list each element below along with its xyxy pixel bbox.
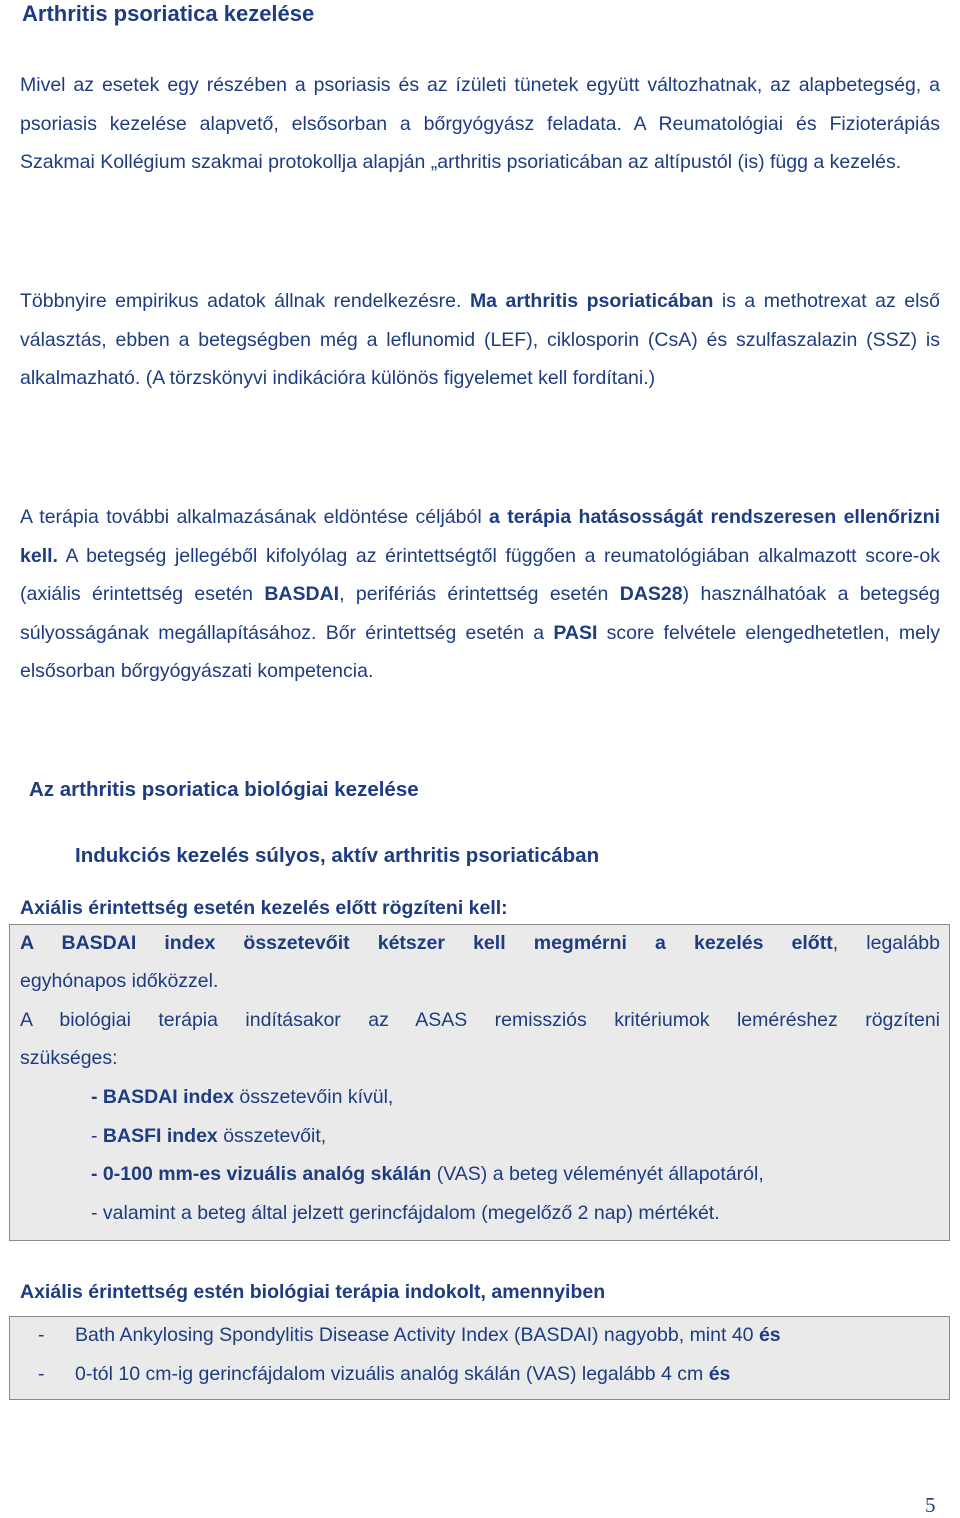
box1-item2-pre: - xyxy=(91,1125,103,1147)
box2-item-2 xyxy=(75,1359,730,1389)
box1-item-pain: - valamint a beteg által jelzett gerincfájdalom (megelőző 2 nap) mértékét. xyxy=(91,1202,720,1224)
box2-item2-bold: és xyxy=(708,1363,731,1385)
paragraph-monitoring xyxy=(20,498,940,691)
box2-item-1 xyxy=(75,1320,781,1350)
box1-line4: szükséges: xyxy=(20,1047,118,1069)
subsection-title: Indukciós kezelés súlyos, aktív arthritis psoriaticában xyxy=(75,844,600,867)
treatment-emphasis: Ma arthritis psoriaticában xyxy=(469,290,714,312)
box1-line2: egyhónapos időközzel. xyxy=(20,970,219,992)
paragraph-treatment xyxy=(20,282,940,398)
criteria-box xyxy=(9,924,950,1241)
box1-item3-rest: (VAS) a beteg véleményét állapotáról, xyxy=(431,1163,764,1185)
box2-dash-1: - xyxy=(38,1324,45,1346)
box1-item2-rest: összetevőit, xyxy=(217,1125,327,1147)
monitoring-text-g: ) használhatóak a betegség súlyosságának megállapításához. Bőr érintettség esetén a xyxy=(20,583,941,644)
box1-item-basdai xyxy=(91,1082,393,1112)
box2-dash-2: - xyxy=(38,1363,45,1385)
monitoring-text-a: A terápia további alkalmazásának eldöntése céljából xyxy=(20,506,482,528)
treatment-text-c: is a methotrexat az első választás, ebben a betegségben még a leflunomid (LEF), ciklosporin (CsA) és szulfaszalazin (SSZ) is alkalmazható. (A törzskönyvi indikációra különös figyelemet kell fordítani.) xyxy=(20,290,941,390)
treatment-text-a: Többnyire empirikus adatok állnak rendelkezésre. xyxy=(20,290,462,312)
indication-box xyxy=(9,1316,950,1400)
box1-line3: A biológiai terápia indításakor az ASAS remissziós kritériumok leméréshez rögzíteni xyxy=(20,1009,940,1031)
box2-item1-bold: és xyxy=(758,1324,781,1346)
box1-item1-rest: összetevőin kívül, xyxy=(234,1086,394,1108)
box1-line1-rest: , legalább xyxy=(832,932,940,954)
box2-heading: Axiális érintettség estén biológiai terápia indokolt, amennyiben xyxy=(20,1281,606,1303)
monitoring-text-c: A betegség jellegéből kifolyólag az érintettségtől függően a reumatológiában alkalmazott score-ok (axiális érintettség esetén xyxy=(20,544,940,606)
das28-term: DAS28 xyxy=(619,583,683,606)
box1-heading: Axiális érintettség esetén kezelés előtt rögzíteni kell: xyxy=(20,897,508,919)
box1-line1-bold: A BASDAI index összetevőit kétszer kell megmérni a kezelés előtt xyxy=(20,932,833,954)
monitoring-emphasis: a terápia hatásosságát rendszeresen ellenőrizni kell. xyxy=(20,506,941,567)
page-title: Arthritis psoriatica kezelése xyxy=(22,1,315,26)
box2-item2-text: 0-tól 10 cm-ig gerincfájdalom vizuális analóg skálán (VAS) legalább 4 cm xyxy=(75,1363,704,1385)
monitoring-text-i: score felvétele elengedhetetlen, mely elsősorban bőrgyógyászati kompetencia. xyxy=(20,621,940,683)
section-title: Az arthritis psoriatica biológiai kezelése xyxy=(29,778,419,801)
box1-item-basfi xyxy=(91,1121,326,1151)
box1-item-vas xyxy=(91,1159,764,1189)
pasi-term: PASI xyxy=(553,621,598,644)
monitoring-text-e: , perifériás érintettség esetén xyxy=(339,583,609,606)
box1-item3-bold: - 0-100 mm-es vizuális analóg skálán xyxy=(91,1163,432,1185)
box2-item1-text: Bath Ankylosing Spondylitis Disease Activity Index (BASDAI) nagyobb, mint 40 xyxy=(75,1324,754,1346)
box1-item2-bold: BASFI index xyxy=(102,1125,218,1147)
box1-line1 xyxy=(20,928,940,958)
paragraph-intro: Mivel az esetek egy részében a psoriasis és az ízületi tünetek együtt változhatnak, az alapbetegség, a psoriasis kezelése alapvető, elsősorban a bőrgyógyász feladata. A Reumatológiai és Fizioterápiás Szakmai Kollégium szakmai protokollja alapján „arthritis psoriaticában az altípustól (is) függ a kezelés. xyxy=(20,74,940,174)
basdai-term: BASDAI xyxy=(264,583,340,606)
page-number: 5 xyxy=(925,1493,936,1517)
box1-item1-bold: - BASDAI index xyxy=(91,1086,235,1108)
